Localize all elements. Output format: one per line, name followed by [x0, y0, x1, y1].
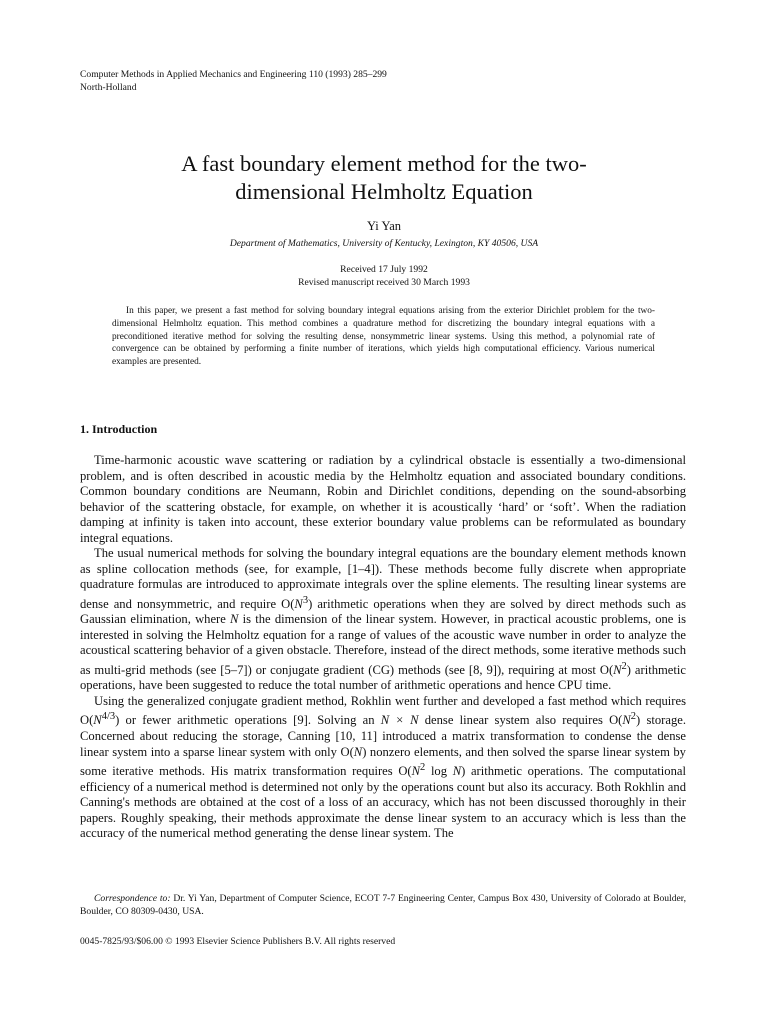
math-var: N — [622, 713, 631, 728]
math-exponent: 2 — [621, 660, 627, 672]
author-name: Yi Yan — [366, 219, 402, 233]
text-run: ) nonzero elements, and then solved the sparse linear system by some iterative methods. His matrix transformation requires O( — [80, 744, 686, 779]
math-var: N — [411, 764, 421, 779]
math-var: N — [230, 612, 239, 627]
paragraph — [80, 694, 686, 842]
copyright-line: 0045-7825/93/$06.00 © 1993 Elsevier Science Publishers B.V. All rights reserved — [80, 936, 396, 947]
math-var: N — [93, 713, 102, 728]
author-affiliation: Department of Mathematics, University of Kentucky, Lexington, KY 40506, USA — [229, 238, 539, 249]
correspondence-footnote — [80, 892, 686, 918]
paragraph — [80, 546, 686, 694]
paper-title — [80, 150, 688, 206]
footnote-text: Dr. Yi Yan, Department of Computer Science, ECOT 7-7 Engineering Center, Campus Box 430, University of Colorado at Boulder, Boulder, CO 80309-0430, USA. — [80, 893, 686, 917]
math-var: N — [613, 662, 622, 677]
submission-dates — [80, 263, 688, 289]
abstract: In this paper, we present a fast method for solving boundary integral equations arising from the exterior Dirichlet problem for the two-dimensional Helmholtz equation. This method combines a quadrature method for discretizing the boundary integral equations with a preconditioned iterative method for solving the resulting dense, nonsymmetric linear systems. Using this method, a polynomial rate of convergence can be obtained by performing a finite number of iterations, which yields high computational efficiency. Various numerical examples are presented. — [112, 306, 655, 368]
revised-date: Revised manuscript received 30 March 1993 — [298, 277, 470, 288]
math-var: N — [294, 596, 303, 611]
text-run: ) or fewer arithmetic operations [9]. Solving an — [115, 713, 381, 728]
text-run: ) arithmetic operations when they are solved by direct methods such as Gaussian elimination, where — [80, 596, 686, 627]
text-run: ) arithmetic operations. The computational efficiency of a numerical method is determined not only by the operations count but also its accuracy. Both Rokhlin and Canning's methods are obtained at the cost of a loss of an accuracy, which has not been discussed thoroughly in their papers. Roughly speaking, their methods approximate the dense linear system to an accuracy which is less than the accuracy of the numerical method generating the dense linear system. The — [80, 764, 686, 841]
section-heading: 1. Introduction — [80, 422, 158, 436]
text-run: log — [425, 764, 453, 779]
math-var: N — [452, 764, 462, 779]
section-body — [80, 453, 686, 842]
publisher: North-Holland — [80, 82, 137, 93]
math-exponent: 2 — [420, 762, 426, 774]
text-run: dense linear system also requires O( — [418, 713, 623, 728]
math-exponent: 4/3 — [101, 711, 116, 723]
text-run: ) arithmetic operations, have been suggested to reduce the total number of arithmetic operations and hence CPU time. — [80, 662, 686, 693]
journal-header — [80, 68, 387, 94]
text-run: The usual numerical methods for solving the boundary integral equations are the boundary element methods known as spline collocation methods (see, for example, [1–4]). These methods become fully discrete when appropriate quadrature formulas are introduced to approximate integrals over the spline elements. The resulting linear systems are dense and nonsymmetric, and require O( — [80, 546, 686, 611]
text-run: Using the generalized conjugate gradient method, Rokhlin went further and developed a fast method which requires O( — [80, 693, 686, 728]
journal-citation: Computer Methods in Applied Mechanics and Engineering 110 (1993) 285–299 — [80, 69, 387, 80]
footnote-lead: Correspondence to: — [94, 893, 171, 904]
title-line-2: dimensional Helmholtz Equation — [235, 179, 533, 204]
paragraph: Time-harmonic acoustic wave scattering or radiation by a cylindrical obstacle is essentially a two-dimensional problem, and is often described in acoustic media by the Helmholtz equation and associated boundary conditions. Common boundary conditions are Neumann, Robin and Dirichlet conditions, depending on the sound-absorbing behavior of the scattering obstacle, for example, on whether it is acoustically ‘hard’ or ‘soft’. When the radiation damping at infinity is taken into account, these exterior boundary value problems can be reformulated as boundary integral equations. — [80, 453, 686, 545]
text-run: is the dimension of the linear system. However, in practical acoustic problems, one is interested in solving the Helmholtz equation for a range of values of the acoustic wave number in order to analyze the acoustical scattering behavior of a given obstacle. Therefore, instead of the direct methods, some iterative methods such as multi-grid methods (see [5–7]) or conjugate gradient (CG) methods (see [8, 9]), requiring at most O( — [80, 612, 686, 677]
math-exponent: 2 — [630, 711, 637, 723]
text-run: ) storage. Concerned about reducing the storage, Canning [10, 11] introduced a matrix transformation to condense the dense linear system into a sparse linear system with only O( — [80, 713, 686, 759]
title-line-1: A fast boundary element method for the two- — [181, 151, 587, 176]
received-date: Received 17 July 1992 — [340, 264, 428, 275]
math-var: N × N — [380, 713, 419, 728]
math-exponent: 3 — [302, 594, 309, 606]
math-var: N — [353, 744, 363, 759]
